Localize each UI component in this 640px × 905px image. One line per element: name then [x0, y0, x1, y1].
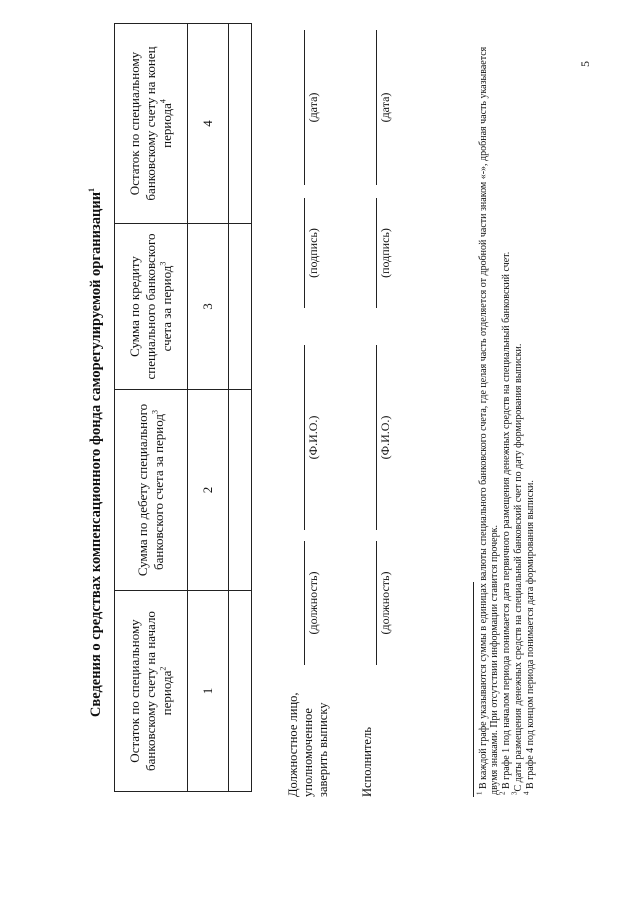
executor-name-line — [376, 345, 377, 530]
header-cell-credit: Сумма по кредиту специального банковского счета за период$^3$ — [115, 224, 188, 390]
official-position-caption: (должность) — [306, 571, 320, 635]
column-number: 4 — [188, 24, 229, 224]
official-signature-caption: (подпись) — [306, 228, 320, 278]
table-cell-empty — [229, 390, 252, 591]
column-number: 1 — [188, 591, 229, 792]
table-cell-empty — [229, 591, 252, 792]
official-label: Должностное лицо, уполномоченное заверить выписку — [286, 692, 330, 797]
page-number: 5 — [578, 61, 592, 67]
header-cell-debit: Сумма по дебету специального банковского счета за период$^3$ — [115, 390, 188, 591]
official-signature-line — [304, 198, 305, 308]
executor-signature-caption: (подпись) — [378, 228, 392, 278]
executor-name-caption: (Ф.И.О.) — [378, 415, 392, 460]
table-number-row — [188, 24, 229, 792]
column-number: 2 — [188, 390, 229, 591]
document-title: Сведения о средствах компенсационного фонда саморегулируемой организации$^1$ — [87, 187, 104, 718]
header-cell-opening-balance: Остаток по специальному банковскому счету на начало периода$^2$ — [115, 591, 188, 792]
official-name-caption: (Ф.И.О.) — [306, 415, 320, 460]
executor-date-line — [376, 30, 377, 185]
official-position-line — [304, 541, 305, 665]
footnote-3: $^3$С даты размещения денежных средств на специальный банковский счет по дату формирования выписки. — [510, 343, 524, 795]
executor-signature-line — [376, 198, 377, 308]
footnote-2: $^2$ В графе 1 под началом периода понимается дата первичного размещения денежных средств на специальный банковский счет. — [498, 251, 512, 795]
official-name-line — [304, 345, 305, 530]
table-empty-row — [229, 24, 252, 792]
title-footnote-mark: 1 — [87, 187, 97, 192]
table-cell-empty — [229, 24, 252, 224]
funds-table — [114, 23, 252, 792]
footnote-separator — [473, 582, 474, 797]
column-number: 3 — [188, 224, 229, 390]
table-cell-empty — [229, 224, 252, 390]
header-cell-closing-balance: Остаток по специальному банковскому счету на конец периода$^4$ — [115, 24, 188, 224]
executor-label: Исполнитель — [360, 727, 374, 797]
footnote-1: $^1$ В каждой графе указываются суммы в единицах валюты специального банковского счета, где целая часть отделяется от дробной части знаком «-», дробная часть указывается двумя знаками. При отсутствии информации ставится прочерк. — [475, 46, 500, 795]
official-date-caption: (дата) — [306, 92, 320, 123]
executor-date-caption: (дата) — [378, 92, 392, 123]
executor-position-line — [376, 541, 377, 665]
footnote-4: $^4$ В графе 4 под концом периода понимается дата формирования выписки. — [522, 480, 536, 795]
executor-position-caption: (должность) — [378, 571, 392, 635]
official-date-line — [304, 30, 305, 185]
table-header-row — [115, 24, 188, 792]
